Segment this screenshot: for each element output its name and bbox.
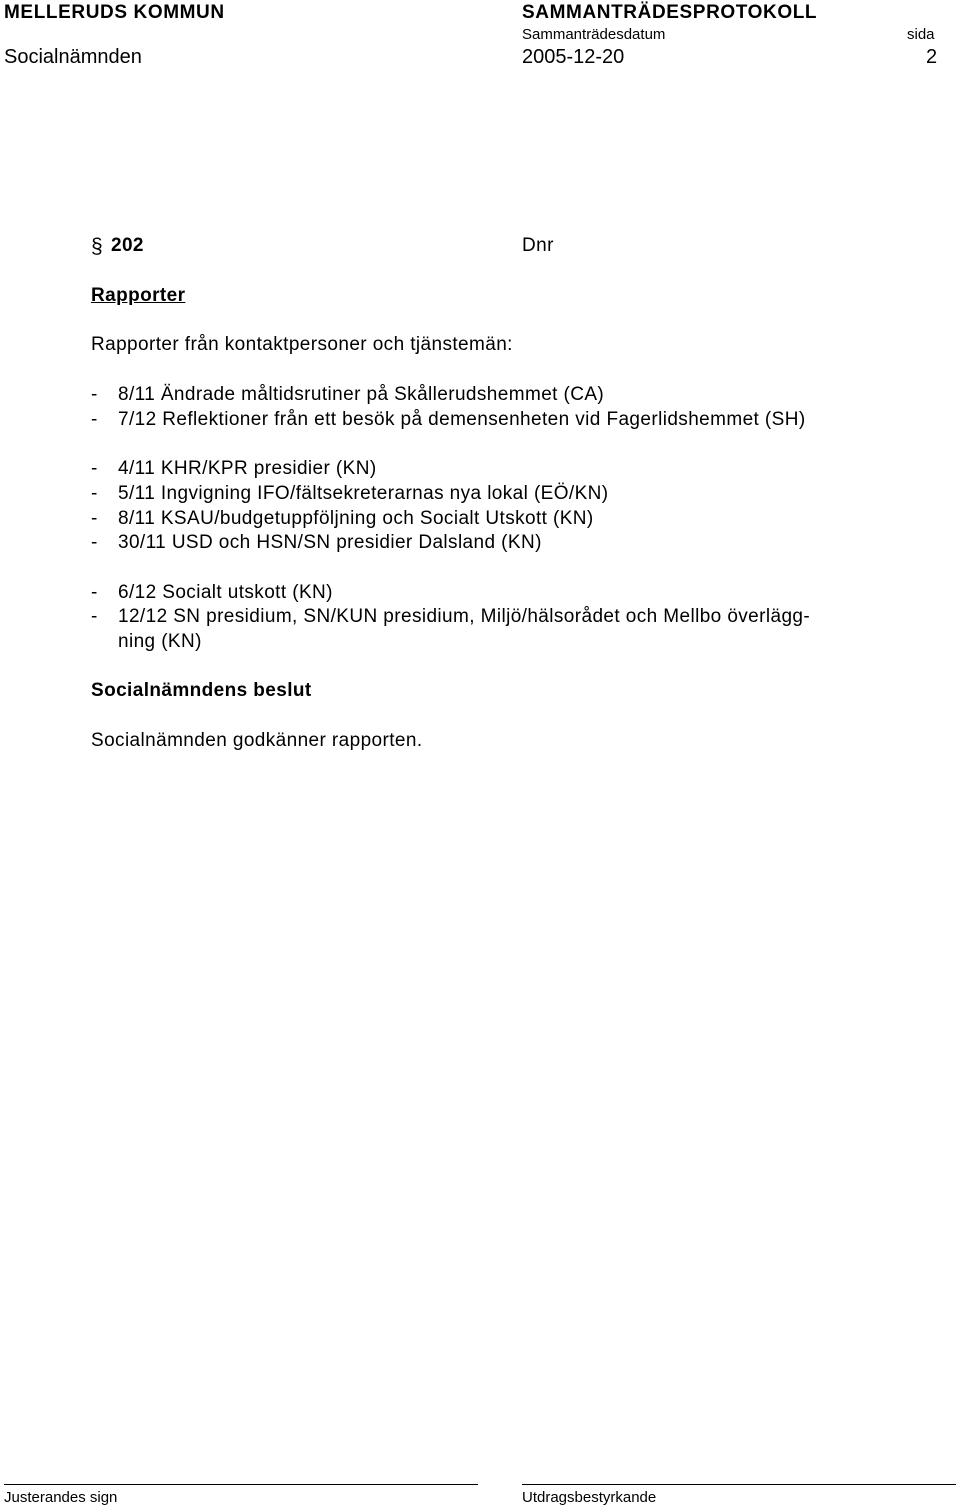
- list-dash: -: [91, 508, 98, 529]
- committee-name: Socialnämnden: [4, 46, 142, 68]
- list-item-text: 30/11 USD och HSN/SN presidier Dalsland (KN): [118, 532, 542, 553]
- decision-text: Socialnämnden godkänner rapporten.: [91, 730, 423, 751]
- footer-rule-left: [4, 1484, 478, 1485]
- dnr-label: Dnr: [522, 235, 554, 256]
- list-item-continuation: ning (KN): [118, 631, 202, 652]
- footer-certification-label: Utdragsbestyrkande: [522, 1489, 657, 1506]
- page-label: sida: [907, 26, 935, 43]
- list-dash: -: [91, 409, 98, 430]
- meeting-date: 2005-12-20: [522, 46, 625, 68]
- list-dash: -: [91, 606, 98, 627]
- list-item-text: 5/11 Ingvigning IFO/fältsekreterarnas nya lokal (EÖ/KN): [118, 483, 609, 504]
- list-item-text: 12/12 SN presidium, SN/KUN presidium, Miljö/hälsorådet och Mellbo överlägg-: [118, 606, 811, 627]
- list-item-text: 7/12 Reflektioner från ett besök på demensenheten vid Fagerlidshemmet (SH): [118, 409, 806, 430]
- list-item-text: 8/11 KSAU/budgetuppföljning och Socialt Utskott (KN): [118, 508, 594, 529]
- org-name: MELLERUDS KOMMUN: [4, 2, 225, 23]
- section-heading: Rapporter: [91, 285, 186, 306]
- paragraph-number: 202: [111, 235, 144, 256]
- list-dash: -: [91, 483, 98, 504]
- decision-heading: Socialnämndens beslut: [91, 680, 312, 701]
- list-dash: -: [91, 582, 98, 603]
- list-item-text: 4/11 KHR/KPR presidier (KN): [118, 458, 377, 479]
- doc-type: SAMMANTRÄDESPROTOKOLL: [522, 2, 818, 23]
- list-dash: -: [91, 384, 98, 405]
- list-item-text: 8/11 Ändrade måltidsrutiner på Skållerudshemmet (CA): [118, 384, 605, 405]
- page-number: 2: [926, 46, 938, 68]
- list-dash: -: [91, 458, 98, 479]
- list-item-text: 6/12 Socialt utskott (KN): [118, 582, 333, 603]
- footer-sign-label: Justerandes sign: [4, 1489, 118, 1506]
- section-intro: Rapporter från kontaktpersoner och tjänstemän:: [91, 334, 513, 355]
- list-dash: -: [91, 532, 98, 553]
- paragraph-symbol: §: [91, 235, 104, 258]
- date-label: Sammanträdesdatum: [522, 26, 666, 43]
- footer-rule-right: [522, 1484, 956, 1485]
